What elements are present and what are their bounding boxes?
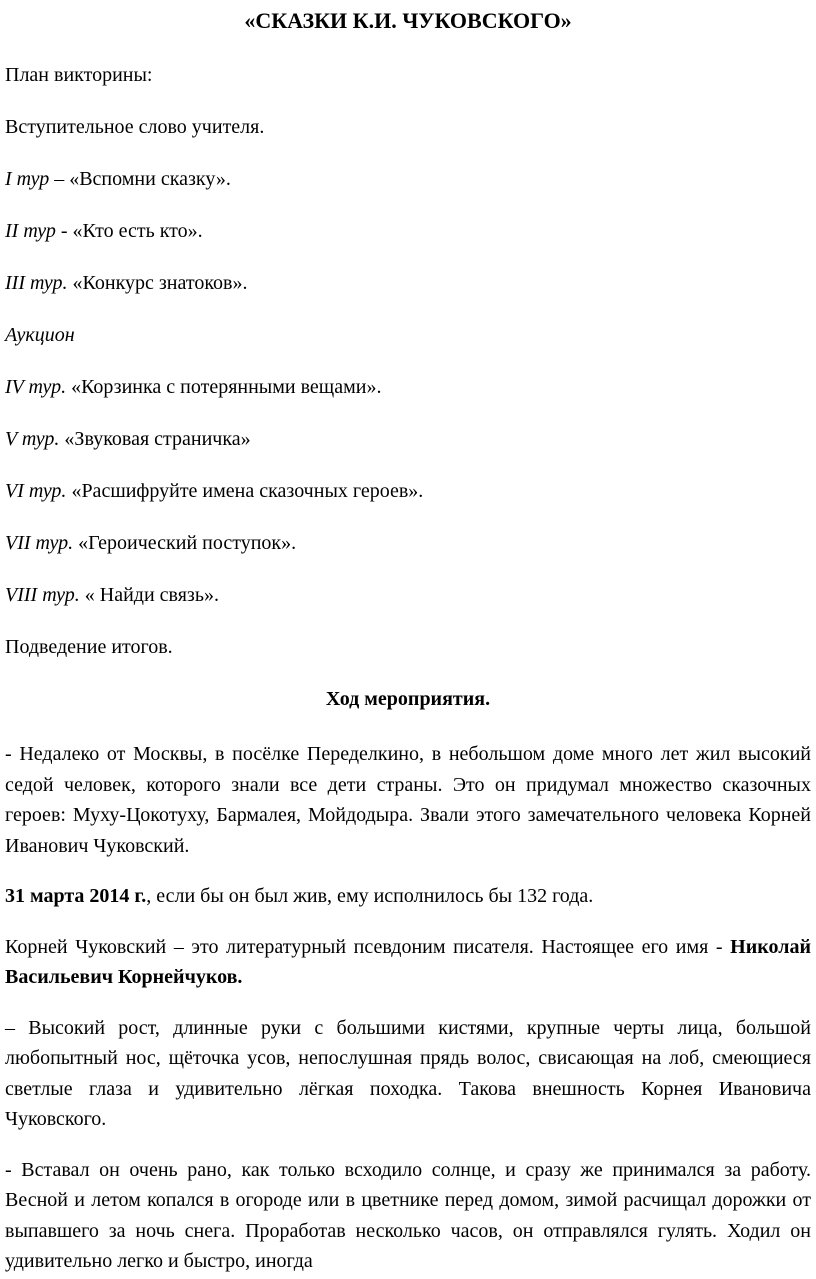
date-bold: 31 марта 2014 г.: [5, 885, 147, 907]
plan-item-text: «Конкурс знатоков».: [67, 272, 248, 294]
plan-heading: План викторины:: [5, 64, 153, 86]
plan-item-prefix: V тур.: [5, 428, 60, 450]
plan-item-prefix: IV тур.: [5, 376, 67, 398]
plan-item-prefix: VI тур.: [5, 480, 67, 502]
document-title: «СКАЗКИ К.И. ЧУКОВСКОГО»: [244, 8, 572, 33]
plan-intro: Вступительное слово учителя.: [5, 116, 265, 138]
plan-item-prefix: VII тур.: [5, 532, 74, 554]
pseudonym-text: Корней Чуковский – это литературный псевдоним писателя. Настоящее его имя -: [5, 935, 731, 958]
plan-item-text: – «Вспомни сказку».: [49, 168, 231, 190]
plan-item: [5, 480, 811, 503]
plan-item-prefix: VIII тур.: [5, 584, 80, 606]
plan-item: [5, 584, 811, 607]
plan-item: [5, 272, 811, 295]
paragraph-date: [5, 881, 811, 912]
plan-item: [5, 428, 811, 451]
paragraph-intro-chukovsky: - Недалеко от Москвы, в посёлке Переделкино, в небольшом доме много лет жил высокий седой человек, которого знали все дети страны. Это он придумал множество сказочных героев: Муху-Цокотуху, Бармалея, Мойдодыра. Звали этого замечательного человека Корней Иванович Чуковский.: [5, 743, 811, 857]
paragraph-pseudonym: [5, 932, 811, 993]
plan-item-prefix: Аукцион: [5, 324, 75, 346]
date-rest: , если бы он был жив, ему исполнилось бы 132 года.: [146, 885, 594, 907]
plan-item: [5, 376, 811, 399]
plan-item: [5, 532, 811, 555]
plan-item-prefix: III тур.: [5, 272, 68, 294]
plan-item: [5, 220, 811, 243]
plan-item-text: «Звуковая страничка»: [59, 428, 251, 450]
plan-item-prefix: I тур: [5, 168, 50, 190]
plan-item-text: «Корзинка с потерянными вещами».: [66, 376, 382, 398]
real-name-bold: Николай Васильевич Корнейчуков.: [5, 935, 811, 988]
plan-outro: Подведение итогов.: [5, 636, 173, 658]
paragraph-daily-routine: - Вставал он очень рано, как только всходило солнце, и сразу же принимался за работу. Весной и летом копался в огороде или в цветнике перед домом, зимой расчищал дорожки от выпавшего за ночь снега. Проработав несколько часов, он отправлялся гулять. Ходил он удивительно легко и быстро, иногда: [5, 1158, 811, 1272]
plan-item-text: « Найди связь».: [79, 584, 219, 606]
plan-item-text: «Героический поступок».: [73, 532, 297, 554]
plan-item: [5, 168, 811, 191]
paragraph-appearance: – Высокий рост, длинные руки с большими кистями, крупные черты лица, большой любопытный нос, щёточка усов, непослушная прядь волос, свисающая на лоб, смеющиеся светлые глаза и удивительно лёгкая походка. Такова внешность Корнея Ивановича Чуковского.: [5, 1016, 811, 1130]
plan-item-text: - «Кто есть кто».: [55, 220, 203, 242]
plan-item: [5, 324, 811, 347]
plan-item-prefix: II тур: [5, 220, 56, 242]
section-heading: Ход мероприятия.: [325, 688, 491, 710]
plan-item-text: «Расшифруйте имена сказочных героев».: [66, 480, 424, 502]
